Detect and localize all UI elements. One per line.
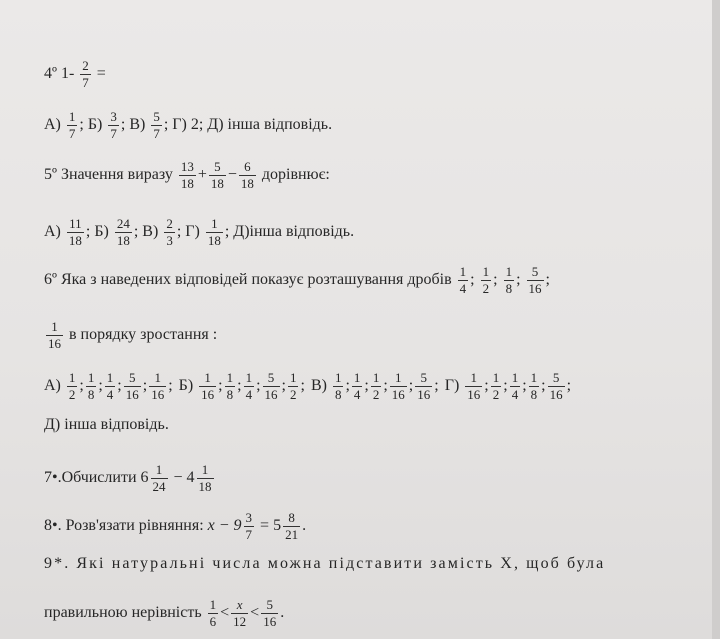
denominator: 16 — [467, 387, 481, 402]
problem-6-line-2-text: в порядку зростання : — [69, 326, 218, 344]
option-b-label: Б) — [87, 116, 103, 134]
numerator: 5 — [153, 109, 160, 124]
denominator: 8 — [226, 387, 234, 402]
denominator: 18 — [240, 176, 254, 191]
problem-6-other-answer — [44, 417, 169, 433]
numerator: 5 — [267, 370, 275, 385]
numerator: 1 — [395, 370, 402, 385]
denominator: 8 — [87, 387, 95, 402]
fraction — [244, 511, 255, 542]
fraction — [208, 598, 219, 629]
denominator: 7 — [68, 126, 76, 141]
fraction — [115, 217, 132, 248]
fraction — [86, 371, 97, 402]
fraction — [108, 110, 119, 141]
numerator: 1 — [289, 370, 297, 385]
denominator: 3 — [166, 233, 173, 248]
problem-9-inequality — [44, 598, 284, 629]
fraction — [46, 320, 63, 351]
separator: ; — [566, 377, 572, 395]
fraction — [415, 371, 432, 402]
fraction — [548, 371, 565, 402]
separator: ; — [142, 377, 148, 395]
numerator: 5 — [552, 370, 560, 385]
numerator: 1 — [372, 370, 380, 385]
fraction — [352, 371, 363, 402]
fraction — [67, 371, 78, 402]
fraction — [390, 371, 407, 402]
period: . — [302, 517, 307, 535]
numerator: 1 — [334, 370, 342, 385]
numerator: 24 — [116, 216, 130, 231]
fraction — [288, 371, 299, 402]
numerator: 2 — [166, 216, 173, 231]
separator: ; — [383, 377, 388, 395]
separator: ; — [117, 377, 122, 395]
denominator: 7 — [82, 75, 89, 90]
numerator: 1 — [211, 216, 218, 231]
less-than-sign: < — [220, 604, 230, 622]
option-a-label: А) — [44, 223, 61, 241]
separator: ; Б) — [85, 223, 109, 241]
separator: ; — [493, 271, 498, 289]
numerator: 5 — [266, 597, 273, 612]
numerator: 1 — [87, 370, 95, 385]
option-label: Г) — [444, 377, 460, 395]
option-a-label: А) — [44, 116, 61, 134]
fraction — [105, 371, 116, 402]
fraction — [527, 265, 544, 296]
problem-6-statement — [44, 265, 550, 296]
answer-option — [444, 370, 572, 402]
separator: ; Г) — [176, 223, 200, 241]
separator: ; — [364, 377, 369, 395]
numerator: 5 — [531, 264, 539, 279]
problem-7-prefix: 7•.Обчислити 6 — [44, 469, 149, 487]
denominator: 2 — [289, 387, 297, 402]
option-tail: Г) 2; Д) інша відповідь. — [172, 116, 333, 134]
fraction — [209, 160, 226, 191]
numerator: 1 — [201, 462, 209, 477]
denominator: 8 — [505, 281, 513, 296]
denominator: 2 — [372, 387, 380, 402]
problem-4-prefix: 4º 1- — [44, 65, 75, 83]
separator: ; — [503, 377, 508, 395]
numerator: 1 — [492, 370, 500, 385]
denominator: 16 — [417, 387, 431, 402]
numerator: 8 — [288, 510, 295, 525]
answer-option — [178, 370, 305, 402]
numerator: 1 — [106, 370, 114, 385]
denominator: 2 — [492, 387, 500, 402]
separator: ; — [256, 377, 261, 395]
denominator: 7 — [245, 527, 253, 542]
separator: ; — [484, 377, 489, 395]
option-c-label: В) — [129, 116, 146, 134]
separator: ; — [522, 377, 527, 395]
fraction — [179, 160, 196, 191]
fraction — [231, 598, 248, 629]
denominator: 4 — [353, 387, 361, 402]
denominator: 16 — [151, 387, 165, 402]
equals-sign: = — [96, 65, 106, 83]
problem-6-answers — [44, 371, 577, 402]
separator: ; — [541, 377, 546, 395]
fraction — [283, 511, 300, 542]
denominator: 2 — [482, 281, 490, 296]
answer-option — [310, 370, 439, 402]
numerator: 1 — [505, 264, 513, 279]
numerator: 1 — [482, 264, 490, 279]
fraction — [333, 371, 344, 402]
option-label: Б) — [178, 377, 194, 395]
denominator: 12 — [233, 614, 247, 629]
denominator: 2 — [68, 387, 76, 402]
denominator: 7 — [153, 126, 160, 141]
numerator: x — [236, 597, 243, 612]
denominator: 18 — [198, 479, 212, 494]
fraction — [504, 265, 515, 296]
fraction — [465, 371, 482, 402]
numerator: 1 — [245, 370, 253, 385]
numerator: 1 — [209, 597, 217, 612]
separator: ; — [168, 377, 173, 395]
fraction — [80, 59, 91, 90]
separator: ; — [79, 377, 84, 395]
problem-7-statement — [44, 463, 216, 494]
numerator: 1 — [51, 319, 58, 334]
numerator: 1 — [530, 370, 538, 385]
numerator: 1 — [68, 109, 76, 124]
numerator: 1 — [470, 370, 478, 385]
separator: ; — [300, 377, 305, 395]
numerator: 13 — [180, 159, 194, 174]
numerator: 5 — [420, 370, 427, 385]
answer-option — [44, 370, 173, 402]
numerator: 3 — [110, 109, 117, 124]
numerator: 3 — [245, 510, 253, 525]
problem-5-statement — [44, 160, 330, 191]
less-than-sign: < — [250, 604, 260, 622]
denominator: 16 — [391, 387, 405, 402]
problem-6-statement-line-2 — [44, 320, 217, 351]
fraction — [197, 463, 214, 494]
separator: ; — [345, 377, 350, 395]
fraction — [529, 371, 540, 402]
denominator: 4 — [106, 387, 114, 402]
numerator: 1 — [353, 370, 361, 385]
problem-9-line-1: 9*. Які натуральні числа можна підставити замість Х, щоб була — [44, 555, 606, 572]
denominator: 24 — [152, 479, 166, 494]
separator: ; — [516, 271, 521, 289]
denominator: 4 — [459, 281, 467, 296]
equation-middle: = 5 — [260, 517, 282, 535]
separator: ; — [434, 377, 439, 395]
numerator: 1 — [226, 370, 234, 385]
fraction — [151, 110, 162, 141]
fraction — [244, 371, 255, 402]
fraction — [67, 217, 84, 248]
fraction — [164, 217, 175, 248]
fraction — [199, 371, 216, 402]
denominator: 8 — [530, 387, 538, 402]
fraction — [458, 265, 469, 296]
fraction — [239, 160, 256, 191]
fraction — [124, 371, 141, 402]
separator: ; — [98, 377, 103, 395]
problem-5-options — [44, 217, 354, 248]
problem-9-line-2: правильною нерівність — [44, 604, 202, 622]
option-label: А) — [44, 377, 61, 395]
problem-9-statement — [44, 556, 605, 572]
denominator: 18 — [68, 233, 82, 248]
fraction — [510, 371, 521, 402]
denominator: 16 — [264, 387, 278, 402]
denominator: 16 — [48, 336, 61, 351]
denominator: 18 — [210, 176, 224, 191]
denominator: 16 — [549, 387, 563, 402]
separator: ; — [470, 271, 475, 289]
fraction — [371, 371, 382, 402]
fraction — [261, 598, 278, 629]
separator: ; В) — [133, 223, 159, 241]
problem-8-prefix: 8•. Розв'язати рівняння: — [44, 517, 204, 535]
numerator: 1 — [155, 462, 163, 477]
fraction — [206, 217, 223, 248]
denominator: 6 — [209, 614, 217, 629]
denominator: 18 — [180, 176, 194, 191]
denominator: 16 — [528, 281, 542, 296]
denominator: 7 — [110, 126, 117, 141]
operator: − — [227, 166, 237, 184]
denominator: 4 — [245, 387, 253, 402]
numerator: 5 — [214, 159, 221, 174]
denominator: 4 — [511, 387, 519, 402]
fraction — [149, 371, 166, 402]
fraction — [67, 110, 78, 141]
denominator: 16 — [201, 387, 215, 402]
option-d-label: Д) інша відповідь. — [44, 416, 169, 433]
page-edge-shadow — [712, 0, 720, 639]
operator: − 4 — [173, 469, 195, 487]
operator: + — [197, 166, 207, 184]
problem-6-prefix: 6º Яка з наведених відповідей показує розташування дробів — [44, 271, 452, 289]
separator: ; — [163, 116, 169, 134]
fraction — [263, 371, 280, 402]
problem-5-suffix: дорівнює: — [261, 166, 330, 184]
separator: ; — [281, 377, 286, 395]
fraction — [225, 371, 236, 402]
fraction — [481, 265, 492, 296]
denominator: 18 — [207, 233, 221, 248]
separator: ; — [120, 116, 126, 134]
denominator: 16 — [125, 387, 139, 402]
numerator: 2 — [82, 58, 89, 73]
separator: ; — [545, 271, 550, 289]
problem-4-statement — [44, 59, 106, 90]
fraction — [151, 463, 168, 494]
period: . — [280, 604, 285, 622]
denominator: 21 — [285, 527, 299, 542]
separator: ; — [408, 377, 414, 395]
problem-5-prefix: 5º Значення виразу — [44, 166, 173, 184]
numerator: 1 — [459, 264, 467, 279]
numerator: 1 — [511, 370, 519, 385]
separator: ; — [237, 377, 242, 395]
numerator: 11 — [69, 216, 82, 231]
equation-left: x − 9 — [207, 517, 242, 535]
separator: ; — [218, 377, 223, 395]
separator: ; Д)інша відповідь. — [224, 223, 355, 241]
denominator: 18 — [116, 233, 130, 248]
problem-8-statement — [44, 511, 306, 542]
option-label: В) — [310, 377, 327, 395]
denominator: 16 — [263, 614, 277, 629]
numerator: 1 — [68, 370, 76, 385]
numerator: 6 — [244, 159, 251, 174]
denominator: 8 — [334, 387, 342, 402]
problem-4-options — [44, 110, 332, 141]
numerator: 5 — [129, 370, 136, 385]
numerator: 1 — [154, 370, 161, 385]
separator: ; — [79, 116, 84, 134]
fraction — [491, 371, 502, 402]
numerator: 1 — [204, 370, 211, 385]
